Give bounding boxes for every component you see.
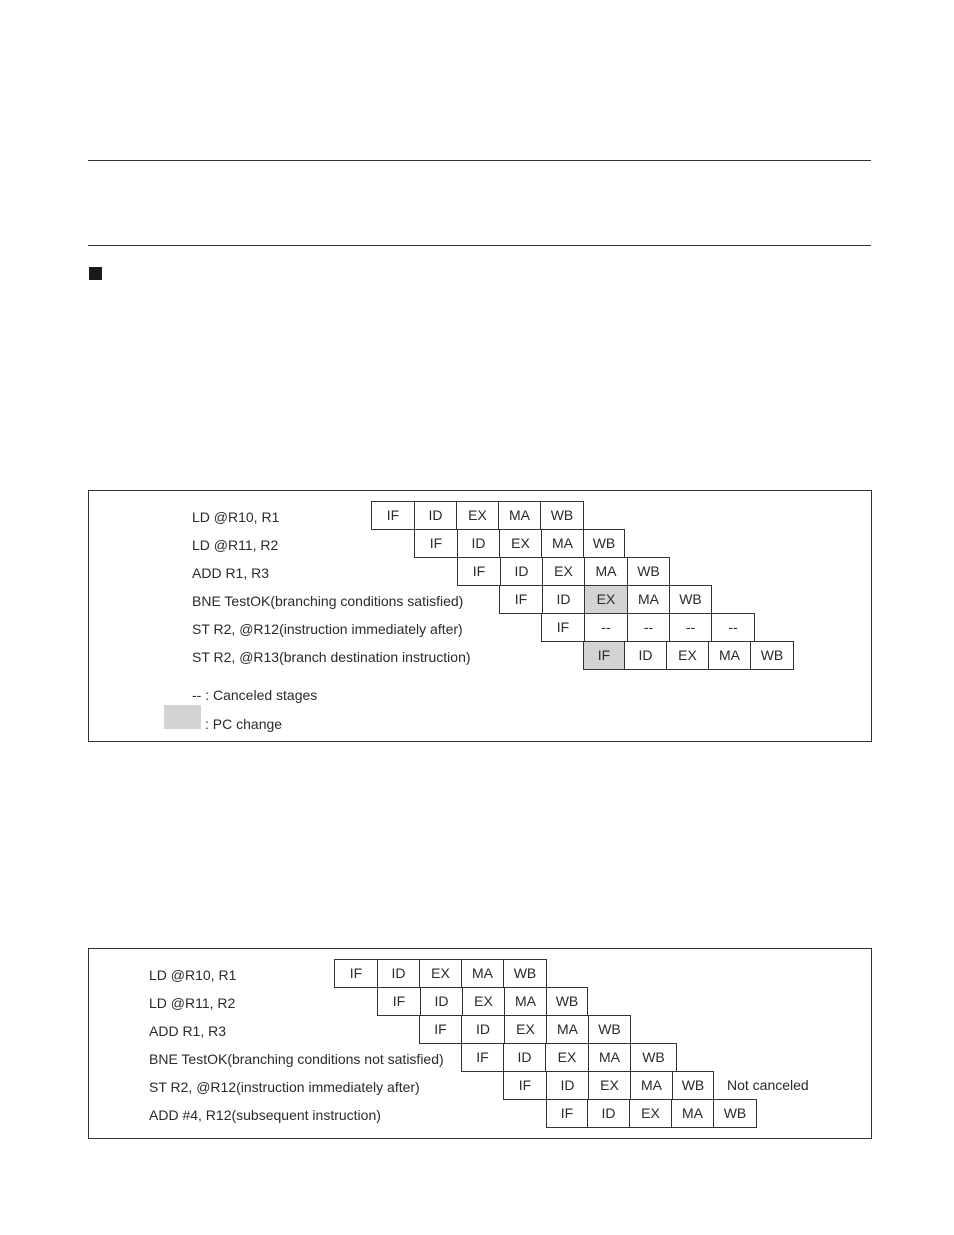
stage-cell-canceled: -- [627,613,670,642]
stage-cell-wb: WB [750,641,794,670]
not-canceled-note: Not canceled [727,1077,809,1093]
header-bottom-rule [88,245,871,246]
stage-cell-ex: EX [499,529,542,558]
stage-cell-canceled: -- [584,613,628,642]
stage-cell-ex: EX [629,1099,672,1128]
stage-cell-id: ID [587,1099,630,1128]
stage-cell-if: IF [461,1043,504,1072]
stage-cell-id: ID [624,641,667,670]
stage-cell-wb: WB [672,1071,714,1100]
stage-cell-id: ID [500,557,543,586]
stage-cell-ma: MA [708,641,751,670]
stage-cell-wb: WB [588,1015,631,1044]
stage-cell-ma: MA [588,1043,631,1072]
instruction-label-1: LD @R10, R1 [149,967,237,983]
stage-cell-ma: MA [461,959,504,988]
stage-cell-if: IF [457,557,501,586]
stage-cell-if: IF [334,959,378,988]
stage-cell-id: ID [461,1015,505,1044]
stage-cell-id: ID [457,529,500,558]
stage-cell-wb: WB [669,585,712,614]
instruction-label-1: LD @R10, R1 [192,509,280,525]
stage-cell-ex: EX [588,1071,631,1100]
stage-cell-ma: MA [504,987,547,1016]
stage-cell-ma: MA [671,1099,714,1128]
stage-cell-if: IF [546,1099,588,1128]
stage-cell-wb: WB [546,987,588,1016]
stage-cell-wb: WB [713,1099,757,1128]
stage-cell-ex: EX [456,501,499,530]
section-bullet-icon [89,267,102,280]
stage-cell-wb: WB [540,501,584,530]
stage-cell-canceled: -- [711,613,755,642]
stage-cell-ex: EX [462,987,505,1016]
instruction-label-4: BNE TestOK(branching conditions not satisfied) [149,1051,444,1067]
instruction-label-3: ADD R1, R3 [192,565,270,581]
stage-cell-id: ID [542,585,585,614]
stage-cell-if: IF [414,529,458,558]
stage-cell-ma: MA [630,1071,673,1100]
pc-change-swatch [164,705,201,729]
instruction-label-6: ADD #4, R12(subsequent instruction) [149,1107,381,1123]
pipeline-diagram-branch-taken [88,490,872,742]
stage-cell-ma: MA [541,529,584,558]
stage-cell-id: ID [546,1071,589,1100]
stage-cell-if: IF [371,501,415,530]
stage-cell-ex: EX [584,585,628,614]
stage-cell-ex: EX [666,641,709,670]
instruction-label-5: ST R2, @R12(instruction immediately after) [149,1079,420,1095]
instruction-label-3: ADD R1, R3 [149,1023,227,1039]
stage-cell-id: ID [377,959,420,988]
stage-cell-ex: EX [419,959,462,988]
legend-canceled-stages: -- : Canceled stages [192,687,318,703]
stage-cell-if: IF [377,987,421,1016]
stage-cell-id: ID [414,501,457,530]
stage-cell-if: IF [583,641,625,670]
stage-cell-ex: EX [545,1043,589,1072]
stage-cell-wb: WB [630,1043,677,1072]
instruction-label-6: ST R2, @R13(branch destination instruction) [192,649,471,665]
stage-cell-ex: EX [504,1015,547,1044]
stage-cell-wb: WB [503,959,547,988]
pipeline-diagram-branch-not-taken [88,948,872,1139]
legend-pc-change: : PC change [205,716,283,732]
stage-cell-ma: MA [498,501,541,530]
instruction-label-2: LD @R11, R2 [192,537,279,553]
instruction-label-5: ST R2, @R12(instruction immediately after) [192,621,463,637]
stage-cell-ma: MA [627,585,670,614]
stage-cell-if: IF [503,1071,547,1100]
stage-cell-id: ID [503,1043,546,1072]
stage-cell-id: ID [420,987,463,1016]
instruction-label-4: BNE TestOK(branching conditions satisfied) [192,593,464,609]
stage-cell-wb: WB [583,529,625,558]
stage-cell-if: IF [541,613,585,642]
stage-cell-ma: MA [584,557,628,586]
stage-cell-ex: EX [542,557,585,586]
top-rule [88,160,871,161]
stage-cell-canceled: -- [669,613,712,642]
stage-cell-ma: MA [546,1015,589,1044]
instruction-label-2: LD @R11, R2 [149,995,236,1011]
stage-cell-if: IF [499,585,543,614]
stage-cell-wb: WB [627,557,670,586]
stage-cell-if: IF [419,1015,462,1044]
